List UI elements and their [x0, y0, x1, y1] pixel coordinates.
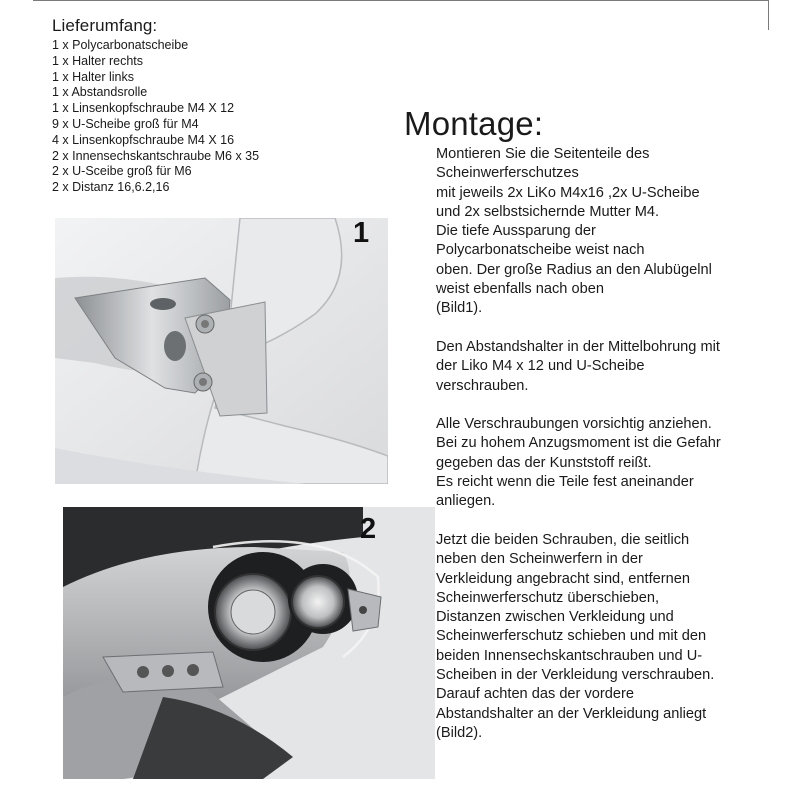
figure-number-2: 2: [360, 513, 377, 545]
scope-item: 1 x Abstandsrolle: [52, 85, 148, 100]
figure-number-1: 1: [353, 217, 370, 249]
instruction-paragraph: Jetzt die beiden Schrauben, die seitlich neben den Scheinwerfern in der Verkleidung angebracht sind, entfernen Scheinwerferschutz überschieben, Distanzen zwischen Verkleidung und Scheinwerferschutz schieben und mit den beiden Innensechskantschrauben und U- Scheiben in der Verkleidung verschrauben. Darauf achten das der vordere Abstandshalter an der Verkleidung anliegt (Bild2).: [436, 531, 715, 741]
delivery-scope-list: [52, 38, 259, 196]
instruction-paragraph: Den Abstandshalter in der Mittelbohrung mit der Liko M4 x 12 und U-Scheibe verschrauben.: [436, 338, 720, 394]
scope-item: 2 x Innensechskantschraube M6 x 35: [52, 148, 260, 163]
right-border-line: [768, 0, 769, 30]
assembly-title: Montage:: [404, 105, 544, 142]
scope-item: 1 x Polycarbonatscheibe: [52, 38, 189, 52]
photo-headlight-installation: [63, 507, 435, 779]
top-border-line: [33, 0, 769, 1]
photo-shield-bracket-illustration: [55, 218, 388, 484]
scope-item: 1 x Halter rechts: [52, 53, 144, 68]
assembly-instructions: [436, 145, 766, 763]
delivery-scope-title: Lieferumfang:: [52, 16, 158, 35]
photo-headlight-installation-illustration: [63, 507, 435, 779]
scope-item: 1 x Halter links: [52, 69, 134, 84]
scope-item: 2 x Distanz 16,6.2,16: [52, 180, 170, 195]
scope-item: 4 x Linsenkopfschraube M4 X 16: [52, 132, 235, 147]
scope-item: 2 x U-Sceibe groß für M6: [52, 164, 192, 179]
photo-shield-bracket: [55, 218, 388, 484]
scope-item: 9 x U-Scheibe groß für M4: [52, 116, 199, 131]
instruction-paragraph: Alle Verschraubungen vorsichtig anziehen. Bei zu hohem Anzugsmoment ist die Gefahr gegeben das der Kunststoff reißt. Es reicht wenn die Teile fest aneinander anliegen.: [436, 416, 721, 510]
instruction-paragraph: Montieren Sie die Seitenteile des Scheinwerferschutzes mit jeweils 2x LiKo M4x16 ,2x U-Scheibe und 2x selbstsichernde Mutter M4. Die tiefe Aussparung der Polycarbonatscheibe weist nach oben. Der große Radius an den Alubügelnl weist ebenfalls nach oben (Bild1).: [436, 146, 712, 317]
scope-item: 1 x Linsenkopfschraube M4 X 12: [52, 101, 235, 116]
